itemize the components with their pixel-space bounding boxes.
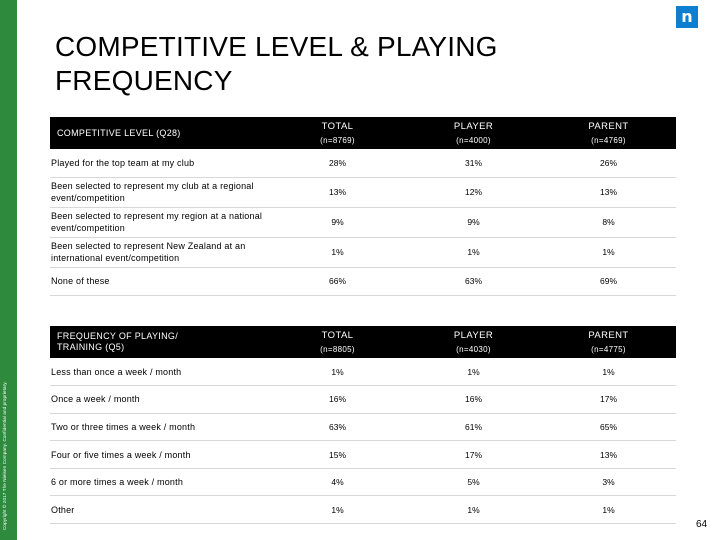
value-total: 1% xyxy=(269,237,406,267)
column-header-player xyxy=(406,326,541,358)
frequency-heading-line-2: TRAINING (Q5) xyxy=(57,342,125,352)
sample-size: (n=4000) xyxy=(456,136,491,145)
table-row xyxy=(50,177,676,207)
page-number: 64 xyxy=(696,519,708,530)
value-parent: 26% xyxy=(541,149,676,177)
frequency-heading xyxy=(50,326,269,358)
row-label: Other xyxy=(50,496,269,524)
column-label: PLAYER xyxy=(453,121,494,132)
value-player: 61% xyxy=(406,413,541,441)
value-parent: 65% xyxy=(541,413,676,441)
value-player: 31% xyxy=(406,149,541,177)
value-player: 17% xyxy=(406,441,541,469)
value-player: 63% xyxy=(406,267,541,295)
page-title xyxy=(55,30,498,98)
page-title-line-1: COMPETITIVE LEVEL & PLAYING xyxy=(55,31,498,62)
sample-size: (n=4769) xyxy=(591,136,626,145)
column-header-player xyxy=(406,117,541,149)
table-row xyxy=(50,149,676,177)
column-label: PARENT xyxy=(588,330,629,341)
table-row xyxy=(50,496,676,524)
column-label: PLAYER xyxy=(453,330,494,341)
value-parent: 69% xyxy=(541,267,676,295)
sample-size: (n=4030) xyxy=(456,345,491,354)
table-row xyxy=(50,468,676,496)
value-player: 5% xyxy=(406,468,541,496)
value-player: 12% xyxy=(406,177,541,207)
table-row xyxy=(50,267,676,295)
row-label: Been selected to represent my club at a regional event/competition xyxy=(50,177,269,207)
left-accent-bar xyxy=(0,0,17,540)
row-label: Two or three times a week / month xyxy=(50,413,269,441)
column-header-total xyxy=(269,117,406,149)
row-label: Less than once a week / month xyxy=(50,358,269,386)
table-row xyxy=(50,413,676,441)
nielsen-logo: n xyxy=(676,6,698,28)
table-row xyxy=(50,358,676,386)
row-label: None of these xyxy=(50,267,269,295)
table-header-row xyxy=(50,326,676,358)
row-label: Once a week / month xyxy=(50,386,269,414)
row-label: Four or five times a week / month xyxy=(50,441,269,469)
column-header-total xyxy=(269,326,406,358)
column-header-parent xyxy=(541,117,676,149)
column-header-parent xyxy=(541,326,676,358)
value-total: 9% xyxy=(269,207,406,237)
column-label: PARENT xyxy=(588,121,629,132)
competitive-level-table xyxy=(50,117,676,296)
frequency-heading-line-1: FREQUENCY OF PLAYING/ xyxy=(57,331,178,341)
row-label: Played for the top team at my club xyxy=(50,149,269,177)
value-total: 16% xyxy=(269,386,406,414)
value-total: 63% xyxy=(269,413,406,441)
page-title-line-2: FREQUENCY xyxy=(55,65,233,96)
value-total: 1% xyxy=(269,496,406,524)
sample-size: (n=4775) xyxy=(591,345,626,354)
value-player: 1% xyxy=(406,237,541,267)
value-parent: 17% xyxy=(541,386,676,414)
column-label: TOTAL xyxy=(321,330,354,341)
value-player: 9% xyxy=(406,207,541,237)
competitive-level-heading: COMPETITIVE LEVEL (Q28) xyxy=(50,117,269,149)
value-total: 1% xyxy=(269,358,406,386)
sample-size: (n=8769) xyxy=(320,136,355,145)
value-parent: 13% xyxy=(541,441,676,469)
row-label: Been selected to represent my region at a national event/competition xyxy=(50,207,269,237)
value-player: 1% xyxy=(406,358,541,386)
table-row xyxy=(50,237,676,267)
row-label: 6 or more times a week / month xyxy=(50,468,269,496)
copyright-notice: Copyright © 2017 The Nielsen Company. Confidential and proprietary. xyxy=(2,381,7,530)
table-row xyxy=(50,207,676,237)
value-total: 13% xyxy=(269,177,406,207)
value-parent: 13% xyxy=(541,177,676,207)
table-header-row xyxy=(50,117,676,149)
value-total: 4% xyxy=(269,468,406,496)
value-parent: 3% xyxy=(541,468,676,496)
value-parent: 1% xyxy=(541,237,676,267)
value-total: 28% xyxy=(269,149,406,177)
value-player: 1% xyxy=(406,496,541,524)
value-player: 16% xyxy=(406,386,541,414)
column-label: TOTAL xyxy=(321,121,354,132)
value-parent: 8% xyxy=(541,207,676,237)
value-total: 66% xyxy=(269,267,406,295)
row-label: Been selected to represent New Zealand at an international event/competition xyxy=(50,237,269,267)
frequency-table xyxy=(50,326,676,524)
table-row xyxy=(50,441,676,469)
value-total: 15% xyxy=(269,441,406,469)
table-row xyxy=(50,386,676,414)
value-parent: 1% xyxy=(541,496,676,524)
sample-size: (n=8805) xyxy=(320,345,355,354)
value-parent: 1% xyxy=(541,358,676,386)
